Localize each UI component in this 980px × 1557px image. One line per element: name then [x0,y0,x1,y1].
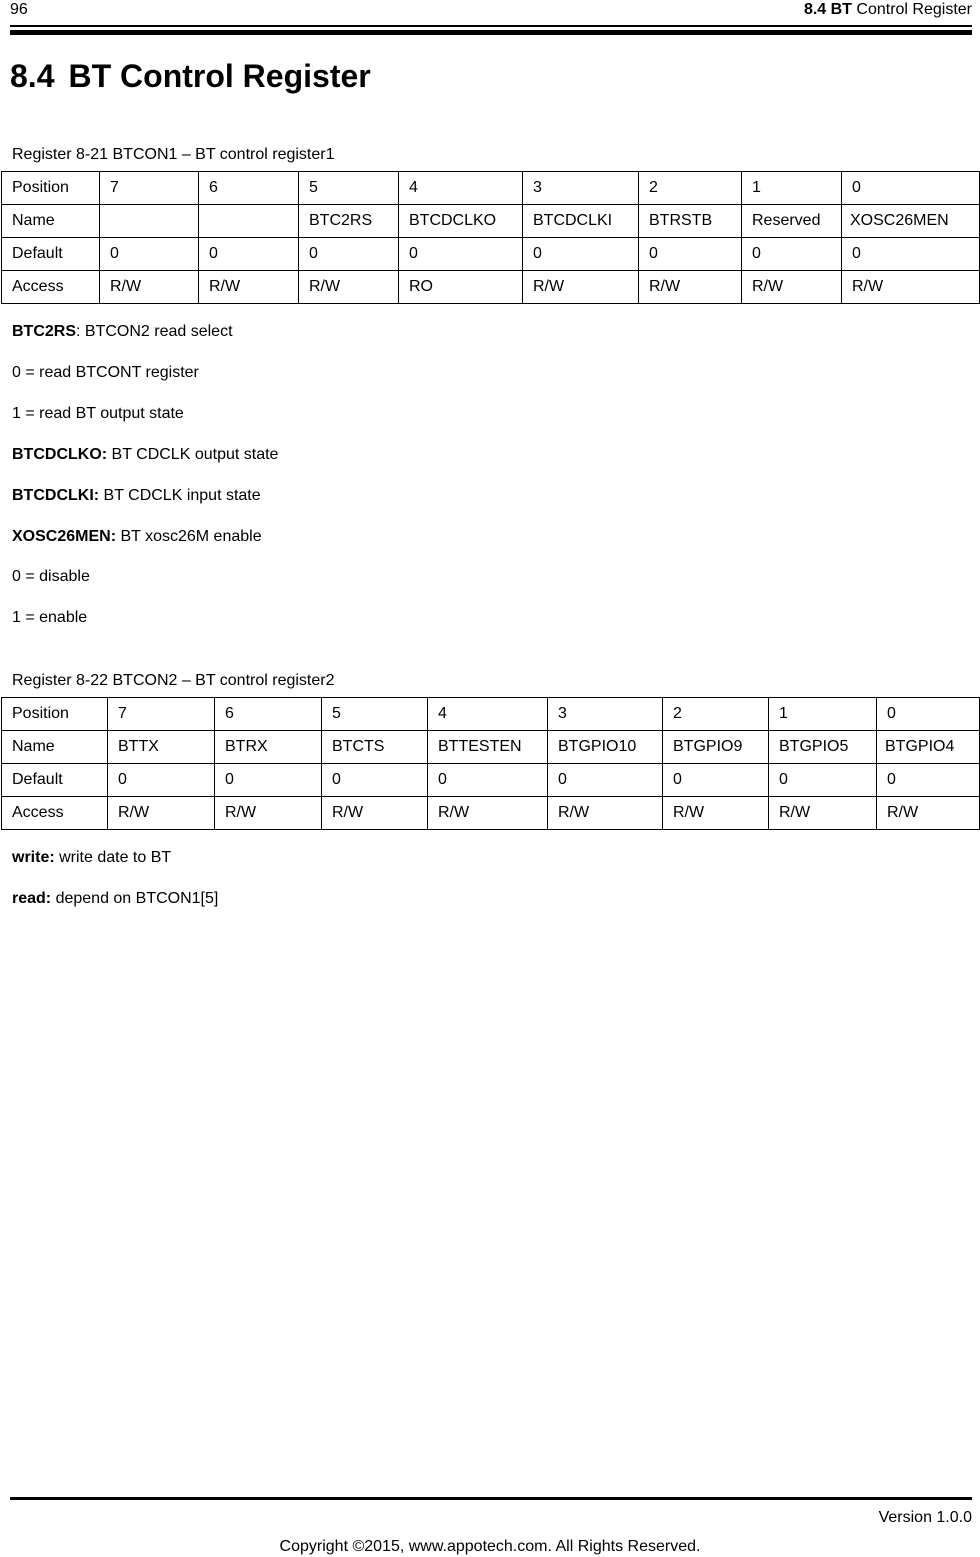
table-cell: R/W [742,271,842,304]
table-row-access [2,797,980,830]
table-cell: 3 [523,172,639,205]
row-label: Position [2,172,100,205]
field-description [12,608,87,628]
table-cell: R/W [299,271,399,304]
field-name: BTCDCLKO: [12,446,108,463]
table-cell [199,205,299,238]
table-cell: 0 [428,764,548,797]
table-cell: 0 [742,238,842,271]
row-label: Default [2,764,108,797]
table-cell: R/W [428,797,548,830]
table-cell: 0 [842,172,980,205]
table-cell: R/W [199,271,299,304]
field-description [12,404,184,424]
table-cell: 5 [299,172,399,205]
table-row-default [2,764,980,797]
table-cell: 0 [842,238,980,271]
field-name: BTCDCLKI: [12,487,100,504]
table-cell: XOSC26MEN [842,205,980,238]
table-cell: 0 [199,238,299,271]
table-cell: 6 [199,172,299,205]
field-text: 1 = enable [12,609,88,626]
table-cell: R/W [663,797,769,830]
table-cell: R/W [548,797,663,830]
table-cell: R/W [769,797,877,830]
footer-rule [10,1497,972,1500]
table-cell: BTGPIO5 [769,731,877,764]
table-row-name [2,205,980,238]
version-label: Version 1.0.0 [878,1509,972,1526]
table-cell: 0 [548,764,663,797]
register1-caption: Register 8-21 BTCON1 – BT control register1 [12,146,335,163]
field-text: BT CDCLK input state [99,487,261,504]
table-cell: 4 [399,172,523,205]
table-cell: 2 [639,172,742,205]
running-header [10,0,972,22]
table-cell: 1 [769,698,877,731]
table-cell: BTTX [108,731,215,764]
table-cell: R/W [523,271,639,304]
table-cell: 0 [322,764,428,797]
field-name: read: [12,890,52,907]
table-cell: 1 [742,172,842,205]
table-row-position [2,698,980,731]
row-label: Access [2,797,108,830]
field-name: write: [12,849,55,866]
field-description [12,567,90,587]
table-cell: R/W [639,271,742,304]
table-cell: 0 [639,238,742,271]
header-section-ref [804,0,972,20]
table-cell: BTRSTB [639,205,742,238]
row-label: Name [2,731,108,764]
table-row-access [2,271,980,304]
register2-table [1,697,980,830]
field-description [12,445,278,465]
table-cell: BTCDCLKI [523,205,639,238]
row-label: Default [2,238,100,271]
table-cell: 7 [100,172,199,205]
table-cell: 4 [428,698,548,731]
table-cell: 0 [769,764,877,797]
table-cell: 2 [663,698,769,731]
field-text: 1 = read BT output state [12,405,184,422]
table-cell: Reserved [742,205,842,238]
field-description [12,527,262,547]
table-cell: R/W [842,271,980,304]
table-cell: 0 [523,238,639,271]
field-description [12,486,261,506]
table-cell: R/W [108,797,215,830]
table-cell: R/W [322,797,428,830]
field-name: XOSC26MEN: [12,528,117,545]
row-label: Position [2,698,108,731]
table-cell: BTC2RS [299,205,399,238]
row-label: Access [2,271,100,304]
register2-caption: Register 8-22 BTCON2 – BT control register2 [12,672,335,689]
table-cell: 0 [877,698,980,731]
table-cell: 5 [322,698,428,731]
table-cell: 0 [877,764,980,797]
table-cell: 0 [215,764,322,797]
field-text: : BTCON2 read select [76,323,233,340]
table-cell: BTCDCLKO [399,205,523,238]
table-cell: R/W [100,271,199,304]
table-cell: BTRX [215,731,322,764]
table-cell: BTCTS [322,731,428,764]
table-row-position [2,172,980,205]
section-title [10,57,371,95]
table-cell: BTGPIO4 [877,731,980,764]
page-number: 96 [10,1,28,18]
table-cell [100,205,199,238]
copyright-notice: Copyright ©2015, www.appotech.com. All Rights Reserved. [279,1538,701,1555]
field-text: write date to BT [54,849,172,866]
field-text: 0 = read BTCONT register [12,364,199,381]
table-cell: R/W [877,797,980,830]
table-cell: 0 [663,764,769,797]
register1-table [1,171,980,304]
table-cell: BTGPIO9 [663,731,769,764]
table-cell: BTGPIO10 [548,731,663,764]
table-cell: 0 [299,238,399,271]
section-title-text: BT Control Register [68,58,371,94]
field-text: BT xosc26M enable [116,528,262,545]
field-text: BT CDCLK output state [107,446,279,463]
section-number: 8.4 [10,58,55,94]
table-cell: 0 [399,238,523,271]
table-cell: 6 [215,698,322,731]
header-section-ref-bold: 8.4 BT [803,1,852,18]
field-description [12,889,218,909]
table-cell: 7 [108,698,215,731]
field-text: depend on BTCON1[5] [51,890,219,907]
table-cell: 0 [100,238,199,271]
field-description [12,848,171,868]
table-cell: 3 [548,698,663,731]
table-cell: RO [399,271,523,304]
header-section-ref-rest: Control Register [851,1,972,18]
field-name: BTC2RS [12,323,77,340]
row-label: Name [2,205,100,238]
header-rule-thick [10,30,972,35]
field-description [12,322,233,342]
table-row-default [2,238,980,271]
table-cell: R/W [215,797,322,830]
table-row-name [2,731,980,764]
field-description [12,363,199,383]
header-rule-thin [10,25,972,27]
table-cell: BTTESTEN [428,731,548,764]
table-cell: 0 [108,764,215,797]
field-text: 0 = disable [12,568,90,585]
